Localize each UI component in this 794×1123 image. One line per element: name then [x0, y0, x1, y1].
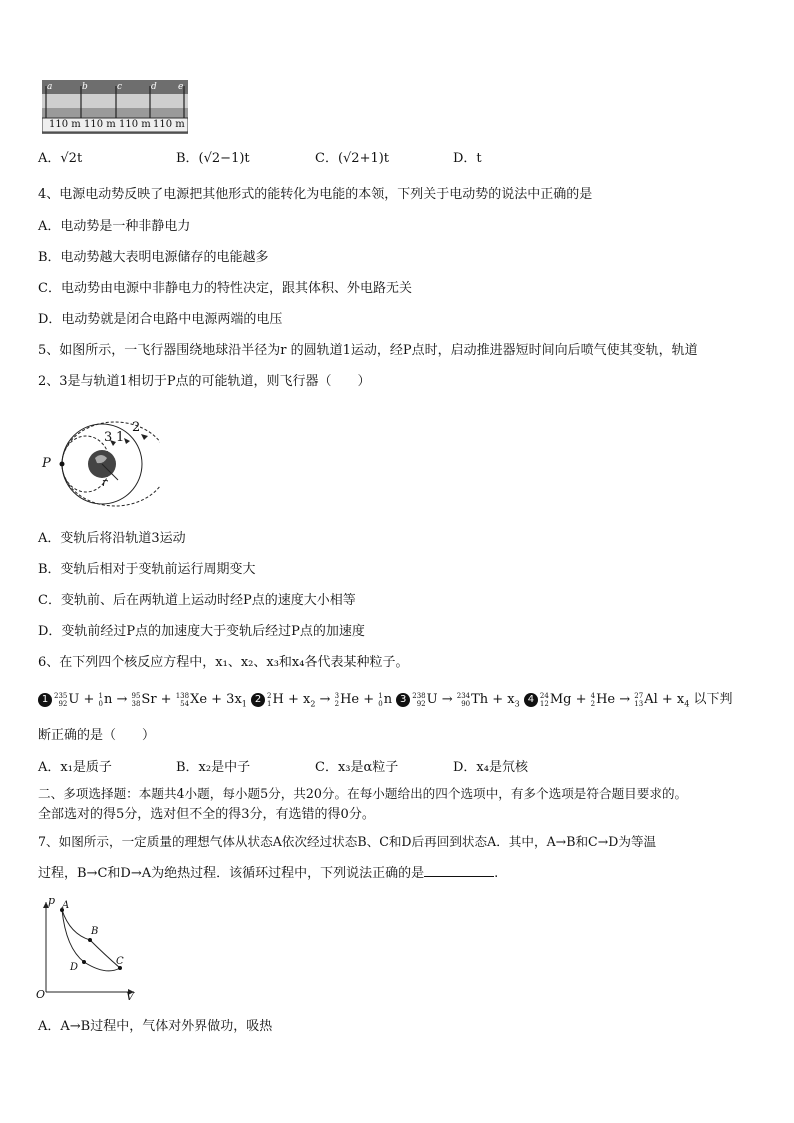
q6-option-b[interactable]: B．x₂是中子	[176, 760, 251, 775]
q4-option-c[interactable]: C．电动势由电源中非静电力的特性决定，跟其体积、外电路无关	[38, 281, 412, 296]
pv-point-b: B	[91, 926, 99, 937]
q7-stem-end: .	[494, 866, 499, 881]
road-figure	[42, 80, 188, 134]
road-mark-e: e	[178, 82, 184, 92]
section2-line1: 二、多项选择题：本题共4小题，每小题5分，共20分。在每小题给出的四个选项中，有多个选项是符合题目要求的。	[38, 786, 688, 801]
pv-point-a: A	[62, 900, 70, 911]
q6-options	[38, 759, 758, 777]
orbit-figure	[40, 418, 160, 508]
road-segment-1: 110 m	[49, 119, 81, 130]
q3-option-b[interactable]: B．(√2−1)t	[176, 151, 250, 166]
q4-stem: 4、电源电动势反映了电源把其他形式的能转化为电能的本领，下列关于电动势的说法中正确的是	[38, 187, 593, 202]
eq-marker-2: 2	[251, 693, 265, 707]
q5-option-a[interactable]: A．变轨后将沿轨道3运动	[38, 531, 186, 546]
pv-axis-p: p	[48, 894, 56, 907]
orbit-label-p: P	[42, 456, 51, 471]
q4-option-b[interactable]: B．电动势越大表明电源储存的电能越多	[38, 250, 269, 265]
orbit-label-r: r	[102, 476, 108, 489]
q3-option-c[interactable]: C．(√2+1)t	[315, 151, 390, 166]
q5-stem-line1: 5、如图所示，一飞行器围绕地球沿半径为r 的圆轨道1运动，经P点时，启动推进器短时间向后喷气使其变轨，轨道	[38, 343, 698, 358]
q3-option-d[interactable]: D．t	[453, 151, 482, 166]
eq-marker-3: 3	[396, 693, 410, 707]
road-segment-4: 110 m	[153, 119, 185, 130]
eq-marker-4: 4	[524, 693, 538, 707]
road-segment-2: 110 m	[84, 119, 116, 130]
q5-stem-line2: 2、3是与轨道1相切于P点的可能轨道，则飞行器（ ）	[38, 374, 371, 389]
q7-option-a[interactable]: A．A→B过程中，气体对外界做功，吸热	[38, 1019, 273, 1034]
road-mark-d: d	[151, 82, 157, 92]
eq-marker-1: 1	[38, 693, 52, 707]
road-mark-b: b	[82, 82, 88, 92]
q6-eq-tail: 以下判	[693, 692, 733, 707]
q4-option-d[interactable]: D．电动势就是闭合电路中电源两端的电压	[38, 312, 283, 327]
road-mark-c: c	[117, 82, 123, 92]
section2-line2: 全部选对的得5分，选对但不全的得3分，有选错的得0分。	[38, 807, 375, 822]
q7-stem-line2	[38, 864, 498, 883]
road-segment-3: 110 m	[119, 119, 151, 130]
q5-option-c[interactable]: C．变轨前、后在两轨道上运动时经P点的速度大小相等	[38, 593, 356, 608]
q6-option-a[interactable]: A．x₁是质子	[38, 760, 112, 775]
pv-origin: O	[36, 988, 46, 1001]
q4-option-a[interactable]: A．电动势是一种非静电力	[38, 219, 191, 234]
road-mark-a: a	[47, 82, 53, 92]
orbit-label-3: 3	[104, 430, 113, 445]
q7-answer-blank[interactable]	[424, 864, 494, 877]
q6-stem: 6、在下列四个核反应方程中，x₁、x₂、x₃和x₄各代表某种粒子。	[38, 655, 409, 670]
orbit-label-1: 1	[116, 430, 125, 445]
pv-figure	[36, 896, 140, 1002]
pv-point-d: D	[70, 962, 79, 973]
q6-option-d[interactable]: D．x₄是氘核	[453, 760, 528, 775]
q5-option-d[interactable]: D．变轨前经过P点的加速度大于变轨后经过P点的加速度	[38, 624, 365, 639]
q7-stem-line1: 7、如图所示，一定质量的理想气体从状态A依次经过状态B、C和D后再回到状态A．其中，A→B和C→D为等温	[38, 834, 657, 849]
pv-axis-v: V	[126, 990, 134, 1003]
orbit-label-2: 2	[132, 420, 141, 435]
q5-option-b[interactable]: B．变轨后相对于变轨前运行周期变大	[38, 562, 256, 577]
q7-stem-line2-text: 过程，B→C和D→A为绝热过程．该循环过程中，下列说法正确的是	[38, 866, 425, 881]
pv-point-c: C	[116, 956, 124, 967]
q3-options	[38, 150, 758, 168]
q6-equations: 1 235 92 U + 1 0 n → 95 38 Sr + 138 54 $Xe + 3x_1$ 2 2 1 $H + x_2$ → 3 2 He + 1 0 n 3 238 92 U → 234 90 $Th + x_3$ 4 24 12 Mg + 4 2 He → 27 13 $Al + x_4$ 以下判	[38, 689, 732, 716]
q6-option-c[interactable]: C．x₃是α粒子	[315, 760, 399, 775]
q3-option-a[interactable]: A．√2t	[38, 151, 83, 166]
q6-stem-cont: 断正确的是（ ）	[38, 728, 156, 743]
